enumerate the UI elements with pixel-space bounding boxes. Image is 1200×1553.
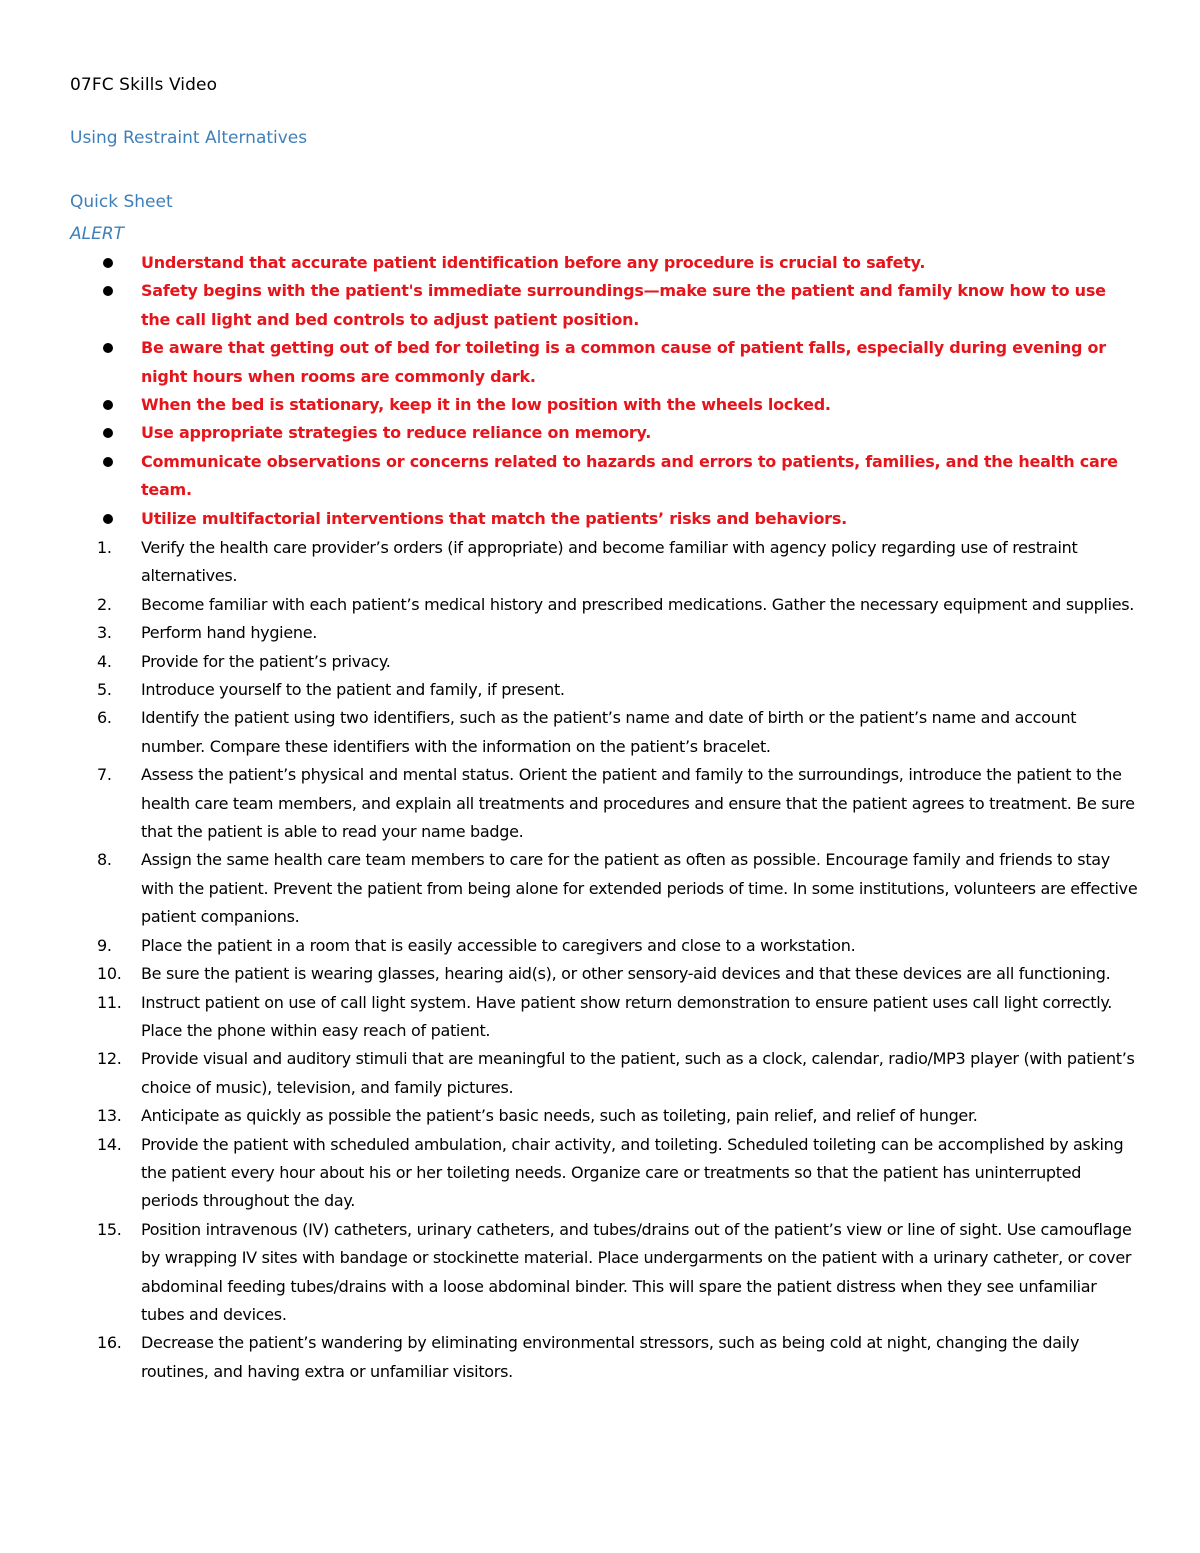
bullet-icon — [103, 514, 113, 524]
bullet-icon — [103, 428, 113, 438]
step-item — [0, 846, 1200, 931]
quick-sheet-heading: Quick Sheet — [70, 192, 173, 212]
bullet-icon — [103, 286, 113, 296]
alert-item — [0, 334, 1200, 391]
step-text: Provide for the patient’s privacy. — [141, 651, 391, 671]
step-text: Position intravenous (IV) catheters, urinary catheters, and tubes/drains out of the patient’s view or line of sight. Use camouflage by wrapping IV sites with bandage or stockinette material. Place undergarments on the patient with a urinary catheter, or cover abdominal feeding tubes/drains with a loose abdominal binder. This will spare the patient distress when they see unfamiliar tubes and devices. — [141, 1219, 1132, 1324]
step-text: Anticipate as quickly as possible the patient’s basic needs, such as toileting, pain relief, and relief of hunger. — [141, 1106, 978, 1126]
step-number: 7. — [97, 765, 112, 785]
step-item — [0, 1216, 1200, 1330]
step-item — [0, 1131, 1200, 1216]
step-text: Place the patient in a room that is easily accessible to caregivers and close to a workstation. — [141, 935, 856, 955]
alert-heading: ALERT — [70, 224, 125, 244]
step-text: Assess the patient’s physical and mental status. Orient the patient and family to the surroundings, introduce the patient to the health care team members, and explain all treatments and procedures and ensure that the patient agrees to treatment. Be sure that the patient is able to read your name badge. — [141, 765, 1135, 842]
bullet-icon — [103, 258, 113, 268]
alert-item — [0, 249, 1200, 277]
step-number: 13. — [97, 1106, 122, 1126]
step-item — [0, 534, 1200, 591]
step-item — [0, 619, 1200, 647]
step-item — [0, 932, 1200, 960]
document-subtitle: Using Restraint Alternatives — [70, 128, 308, 148]
alert-text: Utilize multifactorial interventions that match the patients’ risks and behaviors. — [141, 508, 847, 528]
step-number: 3. — [97, 623, 112, 643]
step-item — [0, 960, 1200, 988]
step-item — [0, 648, 1200, 676]
alert-item — [0, 448, 1200, 505]
step-number: 9. — [97, 935, 112, 955]
step-number: 5. — [97, 680, 112, 700]
procedure-steps — [0, 534, 1200, 1386]
step-text: Verify the health care provider’s orders (if appropriate) and become familiar with agency policy regarding use of restraint alternatives. — [141, 538, 1078, 586]
step-item — [0, 1329, 1200, 1386]
step-text: Become familiar with each patient’s medical history and prescribed medications. Gather the necessary equipment and supplies. — [141, 594, 1135, 614]
alert-item — [0, 505, 1200, 533]
step-number: 11. — [97, 992, 122, 1012]
step-text: Assign the same health care team members to care for the patient as often as possible. Encourage family and friends to stay with the patient. Prevent the patient from being alone for extended periods of time. In some institutions, volunteers are effective patient companions. — [141, 850, 1138, 927]
step-number: 8. — [97, 850, 112, 870]
step-text: Decrease the patient’s wandering by eliminating environmental stressors, such as being cold at night, changing the daily routines, and having extra or unfamiliar visitors. — [141, 1333, 1080, 1381]
step-number: 6. — [97, 708, 112, 728]
step-text: Introduce yourself to the patient and family, if present. — [141, 680, 565, 700]
alert-text: When the bed is stationary, keep it in the low position with the wheels locked. — [141, 395, 831, 415]
step-item — [0, 989, 1200, 1046]
step-number: 10. — [97, 964, 122, 984]
alert-text: Safety begins with the patient's immediate surroundings—make sure the patient and family know how to use the call light and bed controls to adjust patient position. — [141, 281, 1106, 329]
step-item — [0, 1045, 1200, 1102]
step-item — [0, 676, 1200, 704]
step-text: Provide visual and auditory stimuli that are meaningful to the patient, such as a clock, calendar, radio/MP3 player (with patient’s choice of music), television, and family pictures. — [141, 1049, 1135, 1097]
step-text: Be sure the patient is wearing glasses, hearing aid(s), or other sensory-aid devices and that these devices are all functioning. — [141, 964, 1111, 984]
alert-item — [0, 277, 1200, 334]
step-number: 4. — [97, 651, 112, 671]
step-item — [0, 591, 1200, 619]
bullet-icon — [103, 400, 113, 410]
step-item — [0, 704, 1200, 761]
step-text: Instruct patient on use of call light system. Have patient show return demonstration to ensure patient uses call light correctly. Place the phone within easy reach of patient. — [141, 992, 1113, 1040]
step-number: 14. — [97, 1134, 122, 1154]
step-text: Perform hand hygiene. — [141, 623, 318, 643]
step-text: Provide the patient with scheduled ambulation, chair activity, and toileting. Scheduled toileting can be accomplished by asking the patient every hour about his or her toileting needs. Organize care or treatments so that the patient has uninterrupted periods throughout the day. — [141, 1134, 1124, 1211]
step-number: 15. — [97, 1219, 122, 1239]
alert-text: Be aware that getting out of bed for toileting is a common cause of patient falls, especially during evening or night hours when rooms are commonly dark. — [141, 338, 1106, 386]
alert-text: Understand that accurate patient identification before any procedure is crucial to safety. — [141, 253, 926, 272]
alert-item — [0, 419, 1200, 447]
step-number: 16. — [97, 1333, 122, 1353]
alert-item — [0, 391, 1200, 419]
step-item — [0, 761, 1200, 846]
alert-text: Communicate observations or concerns related to hazards and errors to patients, families, and the health care team. — [141, 451, 1118, 500]
bullet-icon — [103, 457, 113, 467]
alert-list — [0, 249, 1200, 533]
bullet-icon — [103, 343, 113, 353]
step-number: 2. — [97, 594, 112, 614]
step-text: Identify the patient using two identifiers, such as the patient’s name and date of birth or the patient’s name and account number. Compare these identifiers with the information on the patient’s bracelet. — [141, 708, 1077, 756]
alert-text: Use appropriate strategies to reduce reliance on memory. — [141, 423, 652, 443]
document-title: 07FC Skills Video — [70, 75, 218, 95]
step-number: 1. — [97, 538, 112, 557]
step-item — [0, 1102, 1200, 1130]
step-number: 12. — [97, 1049, 122, 1069]
